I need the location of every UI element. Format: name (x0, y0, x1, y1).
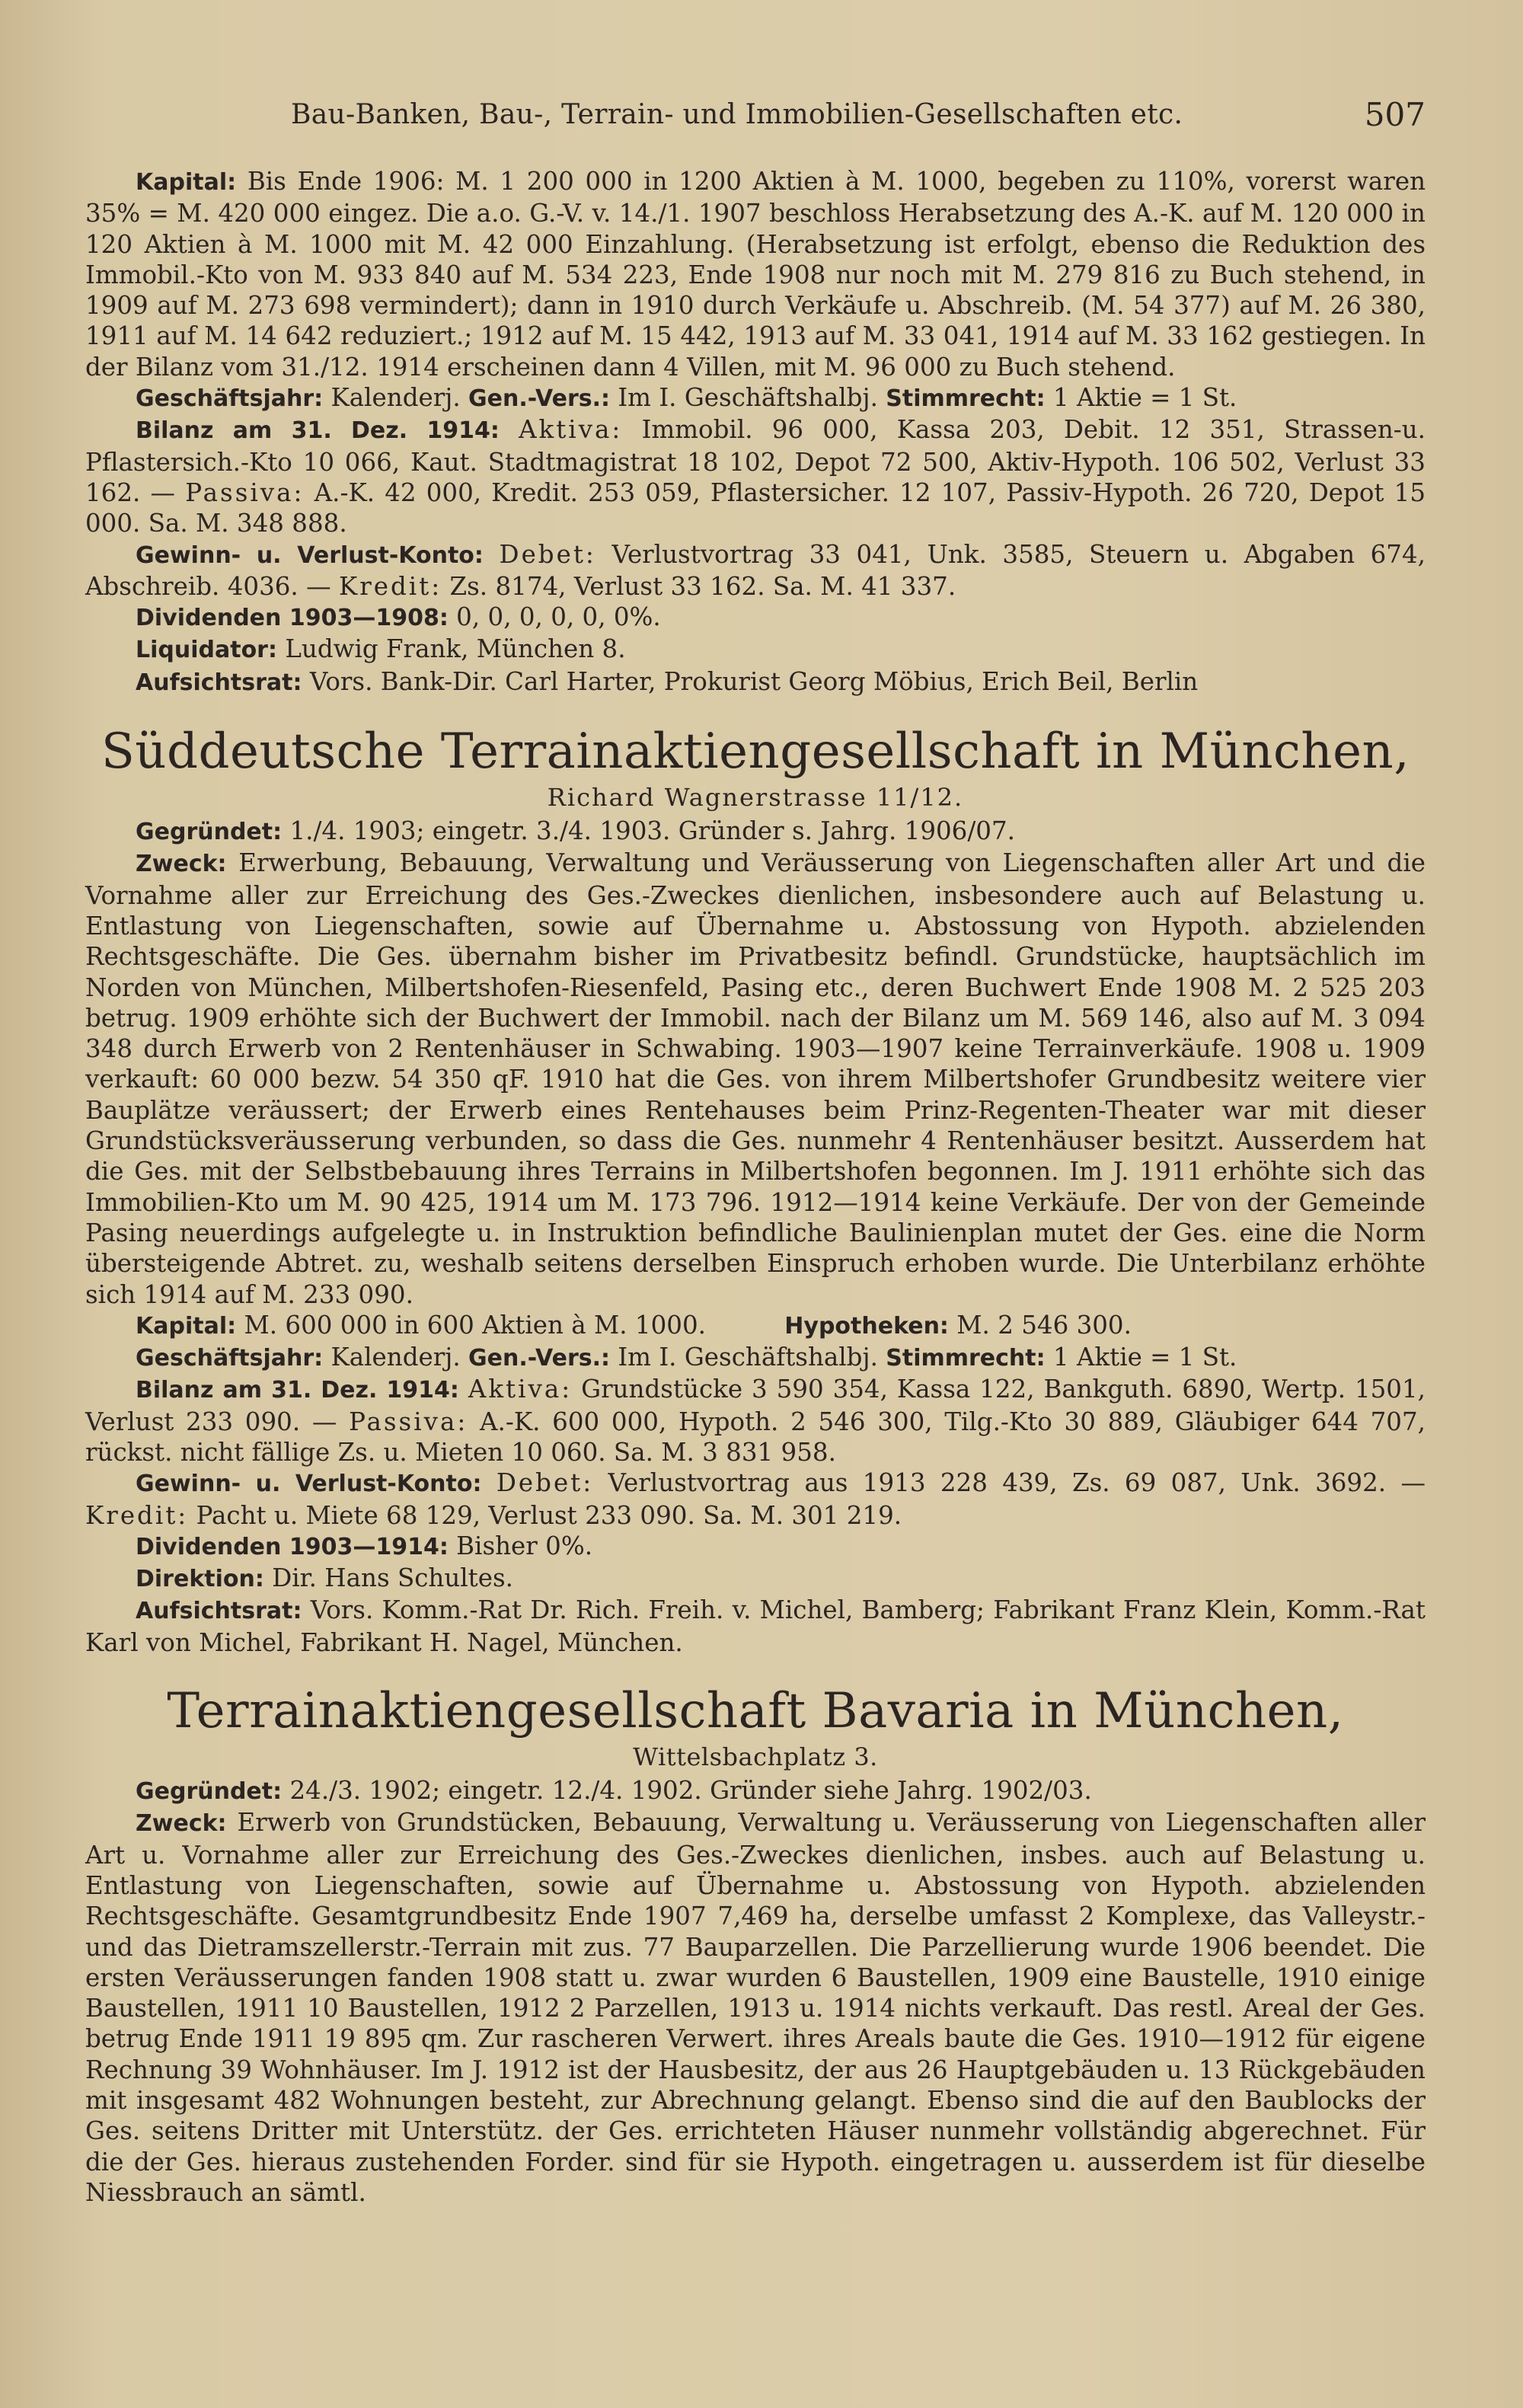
sued-guv: Gewinn- u. Verlust-Konto: Debet: Verlustvortrag aus 1913 228 439, Zs. 69 087, Unk. 3692. — Kredit: Pacht u. Miete 68 129, Verlust 233 090. Sa. M. 301 219. (85, 1468, 1426, 1530)
prev-dividenden: Dividenden 1903—1908: 0, 0, 0, 0, 0, 0%. (136, 602, 661, 632)
company-address-bavaria: Wittelsbachplatz 3. (633, 1742, 878, 1772)
bavaria-gegruendet: Gegründet: 24./3. 1902; eingetr. 12./4. 1902. Gründer siehe Jahrg. 1902/03. (136, 1776, 1092, 1806)
sued-aufsichtsrat: Aufsichtsrat: Vors. Komm.-Rat Dr. Rich. Freih. v. Michel, Bamberg; Fabrikant Franz Klein, Komm.-Rat Karl von Michel, Fabrikant H. Nagel, München. (85, 1595, 1426, 1657)
sued-kapital: Kapital: M. 600 000 in 600 Aktien à M. 1000. Hypotheken: M. 2 546 300. (136, 1310, 1132, 1340)
sued-bilanz: Bilanz am 31. Dez. 1914: Aktiva: Grundstücke 3 590 354, Kassa 122, Bankguth. 6890, Wertp. 1501, Verlust 233 090. — Passiva: A.-K. 600 000, Hypoth. 2 546 300, Tilg.-Kto 30 889, Gläubiger 644 707, rückst. nicht fällige Zs. u. Mieten 10 060. Sa. M. 3 831 958. (85, 1375, 1426, 1467)
running-header (85, 91, 1426, 152)
prev-liquidator: Liquidator: Ludwig Frank, München 8. (136, 634, 626, 664)
company-title-bavaria: Terrainaktiengesellschaft Bavaria in München, (167, 1683, 1344, 1740)
sued-dividenden: Dividenden 1903—1914: Bisher 0%. (136, 1531, 593, 1560)
running-title: Bau-Banken, Bau-, Terrain- und Immobilien-Gesellschaften etc. (291, 99, 1183, 130)
sued-zweck: Zweck: Erwerbung, Bebauung, Verwaltung und Veräusserung von Liegenschaften aller Art und die Vornahme aller zur Erreichung des Ges.-Zweckes dienlichen, insbesondere auch auf Belastung u. Entlastung von Liegenschaften, sowie auf Übernahme u. Abstossung von Hypoth. abzielenden Rechtsgeschäfte. Die Ges. übernahm bisher im Privatbesitz befindl. Grundstücke, hauptsächlich im Norden von München, Milbertshofen-Riesenfeld, Pasing etc., deren Buchwert Ende 1908 M. 2 525 203 betrug. 1909 erhöhte sich der Buchwert der Immobil. nach der Bilanz um M. 569 146, also auf M. 3 094 348 durch Erwerb von 2 Rentenhäuser in Schwabing. 1903—1907 keine Terrainverkäufe. 1908 u. 1909 verkauft: 60 000 bezw. 54 350 qF. 1910 hat die Ges. von ihrem Milbertshofer Grundbesitz weitere vier Bauplätze veräussert; der Erwerb eines Rentehauses beim Prinz-Regenten-Theater war mit dieser Grundstücksveräusserung verbunden, so dass die Ges. nunmehr 4 Rentenhäuser besitzt. Ausserdem hat die Ges. mit der Selbstbebauung ihres Terrains in Milbertshofen begonnen. Im J. 1911 erhöhte sich das Immobilien-Kto um M. 90 425, 1914 um M. 173 796. 1912—1914 keine Verkäufe. Der von der Gemeinde Pasing neuerdings aufgelegte u. in Instruktion befindliche Baulinienplan mutet der Ges. eine die Norm übersteigende Abtret. zu, weshalb seitens derselben Einspruch erhoben wurde. Die Unterbilanz erhöhte sich 1914 auf M. 233 090. (85, 848, 1426, 1309)
company-title-sueddeutsche: Süddeutsche Terrainaktiengesellschaft in München, (101, 723, 1410, 781)
page-number: 507 (1364, 96, 1426, 133)
prev-bilanz: Bilanz am 31. Dez. 1914: Aktiva: Immobil. 96 000, Kassa 203, Debit. 12 351, Strassen-u. Pflastersich.-Kto 10 066, Kaut. Stadtmagistrat 18 102, Depot 72 500, Aktiv-Hypoth. 106 502, Verlust 33 162. — Passiva: A.-K. 42 000, Kredit. 253 059, Pflastersicher. 12 107, Passiv-Hypoth. 26 720, Depot 15 000. Sa. M. 348 888. (85, 415, 1426, 538)
company-address-sueddeutsche: Richard Wagnerstrasse 11/12. (547, 783, 964, 813)
prev-aufsichtsrat: Aufsichtsrat: Vors. Bank-Dir. Carl Harter, Prokurist Georg Möbius, Erich Beil, Berlin (136, 666, 1199, 696)
prev-guv: Gewinn- u. Verlust-Konto: Debet: Verlustvortrag 33 041, Unk. 3585, Steuern u. Abgaben 674, Abschreib. 4036. — Kredit: Zs. 8174, Verlust 33 162. Sa. M. 41 337. (85, 539, 1426, 601)
prev-kapital: Kapital: Bis Ende 1906: M. 1 200 000 in 1200 Aktien à M. 1000, begeben zu 110%, vorerst waren 35% = M. 420 000 eingez. Die a.o. G.-V. v. 14./1. 1907 beschloss Herabsetzung des A.-K. auf M. 120 000 in 120 Aktien à M. 1000 mit M. 42 000 Einzahlung. (Herabsetzung ist erfolgt, ebenso die Reduktion des Immobil.-Kto von M. 933 840 auf M. 534 223, Ende 1908 nur noch mit M. 279 816 zu Buch stehend, in 1909 auf M. 273 698 vermindert); dann in 1910 durch Verkäufe u. Abschreib. (M. 54 377) auf M. 26 380, 1911 auf M. 14 642 reduziert.; 1912 auf M. 15 442, 1913 auf M. 33 041, 1914 auf M. 33 162 gestiegen. In der Bilanz vom 31./12. 1914 erscheinen dann 4 Villen, mit M. 96 000 zu Buch stehend. (85, 167, 1426, 382)
sued-meta: Geschäftsjahr: Kalenderj. Gen.-Vers.: Im I. Geschäftshalbj. Stimmrecht: 1 Aktie = 1 St. (136, 1343, 1237, 1372)
sued-gegruendet: Gegründet: 1./4. 1903; eingetr. 3./4. 1903. Gründer s. Jahrg. 1906/07. (136, 816, 1015, 846)
bavaria-zweck: Zweck: Erwerb von Grundstücken, Bebauung, Verwaltung u. Veräusserung von Liegenschaften aller Art u. Vornahme aller zur Erreichung des Ges.-Zweckes dienlichen, insbes. auch auf Belastung u. Entlastung von Liegenschaften, sowie auf Übernahme u. Abstossung von Hypoth. abzielenden Rechtsgeschäfte. Gesamtgrundbesitz Ende 1907 7,469 ha, derselbe umfasst 2 Komplexe, das Valleystr.- und das Dietramszellerstr.-Terrain mit zus. 77 Bauparzellen. Die Parzellierung wurde 1906 beendet. Die ersten Veräusserungen fanden 1908 statt u. zwar wurden 6 Baustellen, 1909 eine Baustelle, 1910 einige Baustellen, 1911 10 Baustellen, 1912 2 Parzellen, 1913 u. 1914 nichts verkauft. Das restl. Areal der Ges. betrug Ende 1911 19 895 qm. Zur rascheren Verwert. ihres Areals baute die Ges. 1910—1912 für eigene Rechnung 39 Wohnhäuser. Im J. 1912 ist der Hausbesitz, der aus 26 Hauptgebäuden u. 13 Rückgebäuden mit insgesamt 482 Wohnungen besteht, zur Abrechnung gelangt. Ebenso sind die auf den Baublocks der Ges. seitens Dritter mit Unterstütz. der Ges. errichteten Häuser nunmehr vollständig abgerechnet. Für die der Ges. hieraus zustehenden Forder. sind für sie Hypoth. eingetragen u. ausserdem ist für dieselbe Niessbrauch an sämtl. (85, 1808, 1426, 2207)
sued-direktion: Direktion: Dir. Hans Schultes. (136, 1563, 513, 1593)
prev-meta: Geschäftsjahr: Kalenderj. Gen.-Vers.: Im I. Geschäftshalbj. Stimmrecht: 1 Aktie = 1 St. (136, 383, 1237, 413)
